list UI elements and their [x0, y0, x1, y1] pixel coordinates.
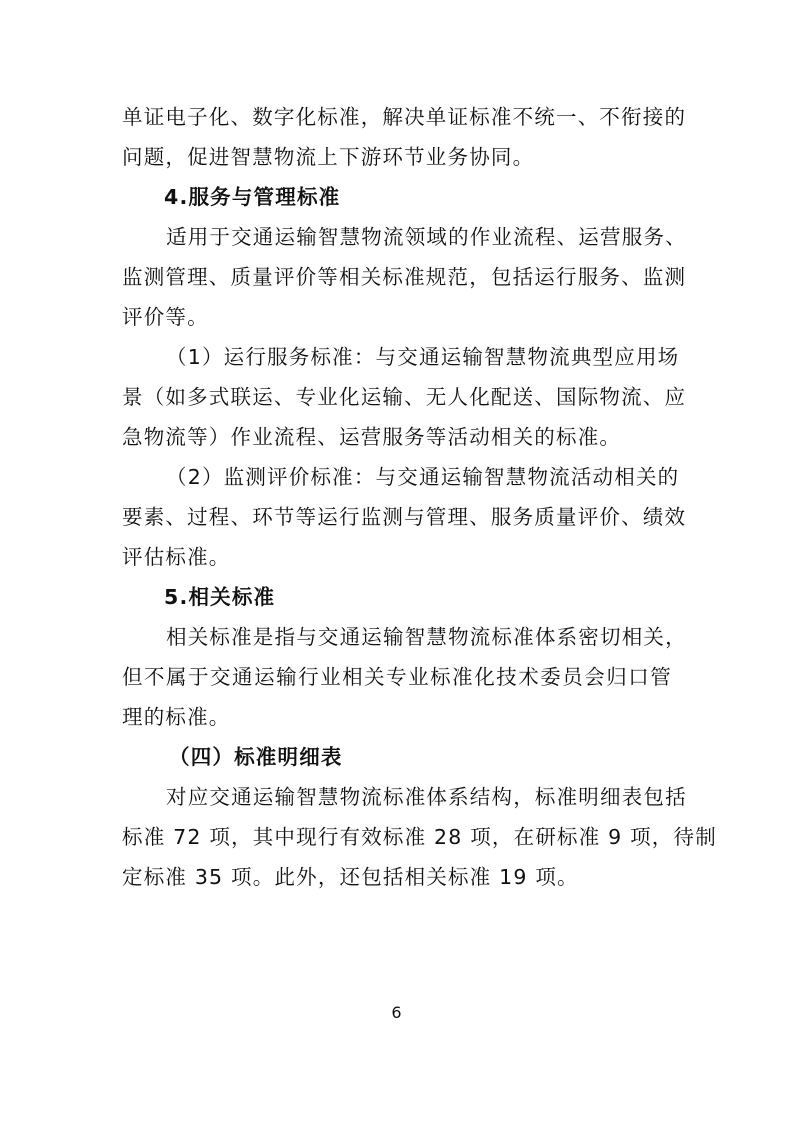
paragraph-line: 单证电子化、数字化标准，解决单证标准不统一、不衔接的: [122, 105, 687, 129]
paragraph-line: 急物流等）作业流程、运营服务等活动相关的标准。: [122, 425, 622, 449]
paragraph-line: 定标准 35 项。此外，还包括相关标准 19 项。: [122, 865, 579, 889]
paragraph-line: 景（如多式联运、专业化运输、无人化配送、国际物流、应: [122, 385, 687, 409]
paragraph-line: 对应交通运输智慧物流标准体系结构，标准明细表包括: [166, 785, 687, 809]
paragraph-line: 评价等。: [122, 305, 209, 329]
paragraph-line: 理的标准。: [122, 705, 231, 729]
paragraph-line: 要素、过程、环节等运行监测与管理、服务质量评价、绩效: [122, 505, 687, 529]
paragraph-line: 但不属于交通运输行业相关专业标准化技术委员会归口管: [122, 665, 672, 689]
paragraph-line: 监测管理、质量评价等相关标准规范，包括运行服务、监测: [122, 265, 687, 289]
paragraph-line: 评估标准。: [122, 545, 231, 569]
paragraph-line: 标准 72 项，其中现行有效标准 28 项，在研标准 9 项，待制: [122, 825, 717, 849]
paragraph-line: （2）监测评价标准：与交通运输智慧物流活动相关的: [166, 465, 680, 489]
section-heading-standard-details: （四）标准明细表: [169, 745, 343, 769]
paragraph-line: 相关标准是指与交通运输智慧物流标准体系密切相关，: [166, 625, 687, 649]
paragraph-line: 问题，促进智慧物流上下游环节业务协同。: [122, 145, 535, 169]
paragraph-line: （1）运行服务标准：与交通运输智慧物流典型应用场: [166, 345, 680, 369]
document-body: [122, 97, 717, 897]
section-heading-related-standards: 5.相关标准: [164, 585, 276, 609]
page-number: 6: [391, 1003, 402, 1022]
paragraph-line: 适用于交通运输智慧物流领域的作业流程、运营服务、: [166, 225, 687, 249]
section-heading-service-management: 4.服务与管理标准: [164, 185, 341, 209]
